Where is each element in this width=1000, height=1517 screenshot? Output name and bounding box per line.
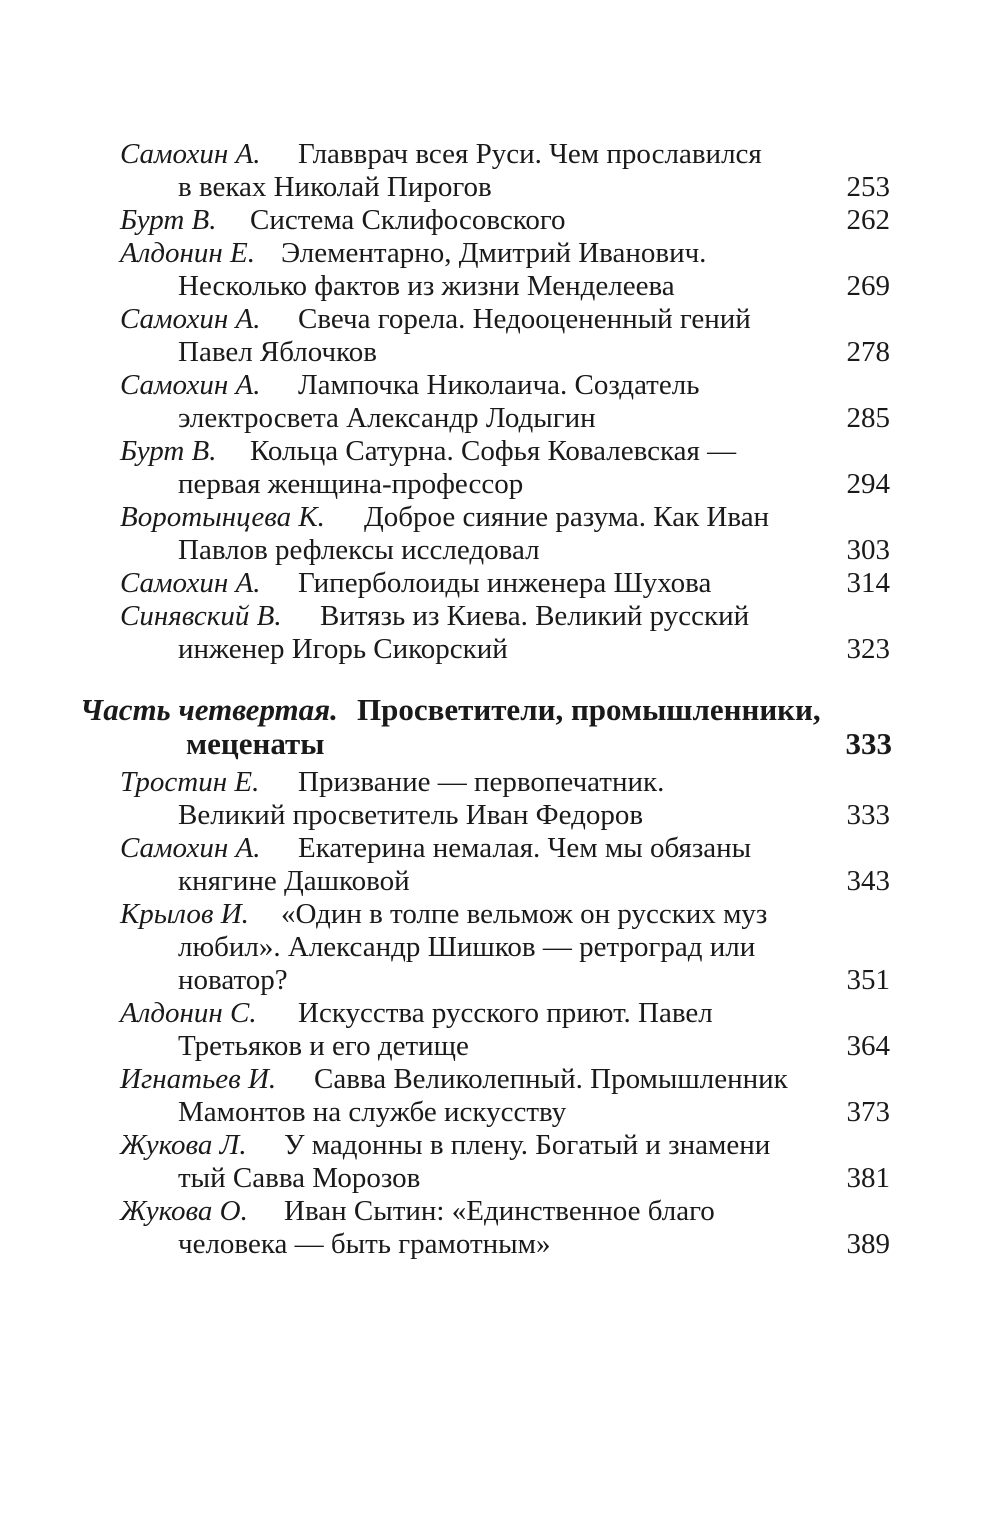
entry-author: Синявский В. [120, 600, 282, 632]
entry-title: электросвета Александр Лодыгин [178, 402, 604, 435]
entry-author: Алдонин С. [120, 997, 257, 1029]
entry-author: Бурт В. [120, 204, 217, 236]
entry-title: Призвание — первопечатник. [298, 766, 665, 798]
entry-title: первая женщина-профессор [178, 468, 531, 501]
entry-author: Самохин А. [120, 567, 261, 599]
entry-title: Савва Великолепный. Промышленник [314, 1063, 788, 1095]
page-number: 262 [846, 204, 890, 236]
entry-title: Третьяков и его детище [178, 1030, 477, 1063]
entry-title: Свеча горела. Недооцененный гений [298, 303, 751, 335]
entry-title: Несколько фактов из жизни Менделеева [178, 270, 683, 303]
page-number: 323 [846, 633, 890, 665]
entry-title: человека — быть грамотным» [178, 1228, 559, 1261]
entry-author: Алдонин Е. [120, 237, 256, 269]
entry-title: инженер Игорь Сикорский [178, 633, 516, 666]
entry-author: Игнатьев И. [120, 1063, 277, 1095]
page-number: 333 [846, 799, 890, 831]
entry-title: Доброе сияние разума. Как Иван [364, 501, 770, 533]
entry-author: Самохин А. [120, 369, 261, 401]
entry-title: Гиперболоиды инженера Шухова [298, 567, 719, 600]
entry-title: новатор? [178, 964, 296, 997]
page-number: 364 [846, 1030, 890, 1062]
entry-author: Жукова Л. [120, 1129, 247, 1161]
part-title: Просветители, промышленники, [357, 692, 821, 727]
entry-title: Павел Яблочков [178, 336, 385, 369]
entry-title: княгине Дашковой [178, 865, 418, 898]
entry-title: Кольца Сатурна. Софья Ковалевская — [250, 435, 737, 467]
entry-title: Иван Сытин: «Единственное благо [284, 1195, 715, 1227]
page-number: 389 [846, 1228, 890, 1260]
entry-author: Крылов И. [120, 898, 249, 930]
entry-title: Павлов рефлексы исследовал [178, 534, 548, 567]
entry-author: Воротынцева К. [120, 501, 325, 533]
entry-title: Екатерина немалая. Чем мы обязаны [298, 832, 752, 864]
entry-title: У мадонны в плену. Богатый и знамени [284, 1129, 771, 1161]
page-number: 381 [846, 1162, 890, 1194]
page-number: 269 [846, 270, 890, 302]
part-label: Часть четвертая. [80, 692, 338, 727]
entry-author: Самохин А. [120, 138, 261, 170]
entry-title: Витязь из Киева. Великий русский [320, 600, 750, 632]
entry-author: Жукова О. [120, 1195, 248, 1227]
entry-author: Бурт В. [120, 435, 217, 467]
entry-title: «Один в толпе вельмож он русских муз [281, 898, 768, 930]
entry-author: Самохин А. [120, 832, 261, 864]
page-number: 333 [845, 726, 892, 761]
page-number: 373 [846, 1096, 890, 1128]
entry-title: Система Склифосовского [250, 204, 574, 237]
part-title: меценаты [186, 727, 333, 761]
page-number: 303 [846, 534, 890, 566]
page-number: 351 [846, 964, 890, 996]
entry-title: Элементарно, Дмитрий Иванович. [281, 237, 707, 269]
entry-title: в веках Николай Пирогов [178, 171, 500, 204]
page-number: 343 [846, 865, 890, 897]
entry-title: Главврач всея Руси. Чем прославился [298, 138, 762, 170]
entry-title: Лампочка Николаича. Создатель [298, 369, 700, 401]
entry-title: Великий просветитель Иван Федоров [178, 799, 651, 832]
page-number: 278 [846, 336, 890, 368]
entry-title: Искусства русского приют. Павел [298, 997, 713, 1029]
entry-title: Мамонтов на службе искусству [178, 1096, 574, 1129]
entry-author: Самохин А. [120, 303, 261, 335]
page-number: 285 [846, 402, 890, 434]
page-number: 294 [846, 468, 890, 500]
page-number: 253 [846, 171, 890, 203]
entry-title: любил». Александр Шишков — ретроград или [178, 931, 756, 963]
entry-title: тый Савва Морозов [178, 1162, 428, 1195]
entry-author: Тростин Е. [120, 766, 260, 798]
page-number: 314 [846, 567, 890, 599]
